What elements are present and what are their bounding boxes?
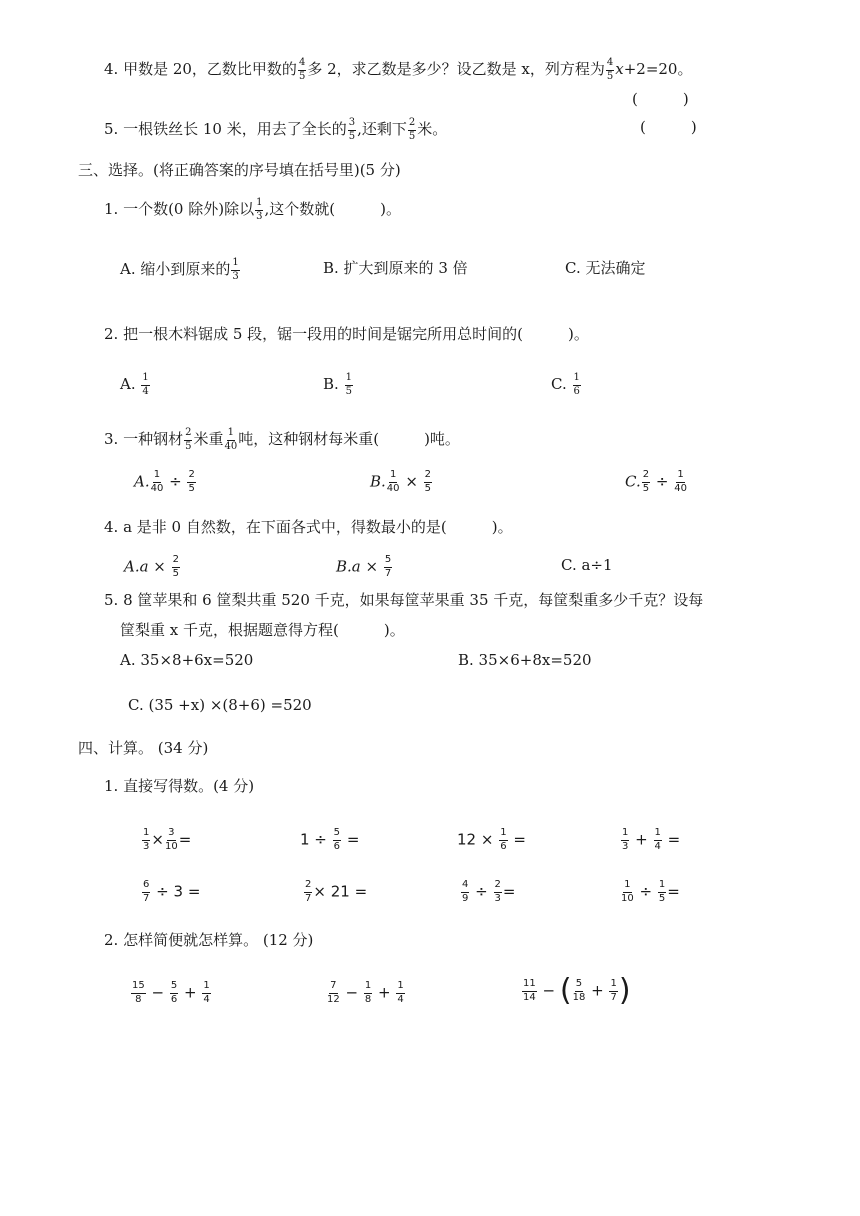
option-a[interactable]: A. $\frac{1}{4}$ — [120, 372, 149, 397]
calc-item[interactable]: $\frac{6}{7}$ ÷ 3 = — [143, 879, 201, 904]
calc-item[interactable]: $\frac{1}{10}$ ÷ $\frac{1}{5}$ = — [621, 879, 680, 904]
judge-question-4: 4. 甲数是 20，乙数比甲数的 $\frac{4}{5}$ 多 2，求乙数是多少？设乙数是 x，列方程为 $\frac{4}{5}$ x+2=20。 — [104, 57, 693, 82]
option-a[interactable]: A. $\frac{1}{40}$ ÷ $\frac{2}{5}$ — [134, 469, 195, 494]
fraction: $\frac{7}{12}$ — [327, 980, 340, 1005]
fraction: $\frac{1}{4}$ — [142, 372, 149, 397]
option-a[interactable]: A. 35×8+6x=520 — [120, 651, 254, 669]
fraction: $\frac{1}{6}$ — [573, 372, 580, 397]
option-b[interactable]: B. $\frac{1}{5}$ — [323, 372, 352, 397]
fraction: $\frac{4}{5}$ — [606, 57, 614, 82]
fraction: $\frac{1}{4}$ — [203, 980, 210, 1005]
fraction: $\frac{1}{4}$ — [397, 980, 404, 1005]
fraction: $\frac{1}{10}$ — [621, 879, 634, 904]
fraction: $\frac{5}{7}$ — [384, 554, 392, 579]
subsection-title: 2. 怎样简便就怎样算。 (12 分) — [104, 931, 314, 949]
answer-paren[interactable]: ( ) — [640, 118, 697, 136]
fraction: $\frac{5}{6}$ — [333, 827, 341, 852]
fraction: $\frac{1}{3}$ — [143, 827, 150, 852]
option-b[interactable]: B.a × $\frac{5}{7}$ — [336, 554, 392, 579]
fraction: $\frac{3}{5}$ — [348, 117, 356, 142]
fraction: $\frac{1}{40}$ — [386, 469, 400, 494]
choice-question-5-line2: 筐梨重 x 千克，根据题意得方程( )。 — [120, 621, 405, 639]
fraction: $\frac{11}{14}$ — [523, 978, 536, 1003]
section-title: 四、计算。 (34 分) — [78, 739, 209, 757]
fraction: $\frac{2}{5}$ — [172, 554, 180, 579]
fraction: $\frac{2}{5}$ — [408, 117, 416, 142]
choice-question-4: 4. a 是非 0 自然数，在下面各式中，得数最小的是( )。 — [104, 518, 513, 536]
fraction: $\frac{1}{3}$ — [256, 197, 263, 222]
answer-paren[interactable]: ( ) — [632, 90, 689, 108]
option-c[interactable]: C. 无法确定 — [565, 259, 646, 277]
fraction: $\frac{1}{3}$ — [232, 257, 239, 282]
option-b[interactable]: B. $\frac{1}{40}$ × $\frac{2}{5}$ — [370, 469, 432, 494]
fraction: $\frac{2}{5}$ — [642, 469, 650, 494]
calc-item[interactable]: $\frac{1}{3}$ × $\frac{3}{10}$ = — [143, 827, 192, 852]
subsection-title: 1. 直接写得数。(4 分) — [104, 777, 255, 795]
choice-question-2: 2. 把一根木料锯成 5 段，锯一段用的时间是锯完所用总时间的( )。 — [104, 325, 589, 343]
fraction: $\frac{2}{3}$ — [494, 879, 501, 904]
fraction: $\frac{1}{6}$ — [500, 827, 507, 852]
fraction: $\frac{3}{10}$ — [164, 827, 178, 852]
fraction: $\frac{4}{9}$ — [462, 879, 469, 904]
calc-item[interactable]: $\frac{2}{7}$ × 21 = — [305, 879, 368, 904]
option-a[interactable]: A. 缩小到原来的 $\frac{1}{3}$ — [120, 257, 239, 282]
fraction: $\frac{5}{18}$ — [572, 978, 586, 1003]
calc-item[interactable]: 1 ÷ $\frac{5}{6}$ = — [300, 827, 360, 852]
fraction: $\frac{2}{5}$ — [424, 469, 432, 494]
choice-question-1: 1. 一个数(0 除外)除以 $\frac{1}{3}$ ,这个数就( )。 — [104, 197, 401, 222]
fraction: $\frac{1}{5}$ — [658, 879, 666, 904]
simplify-expression[interactable]: $\frac{11}{14}$ − ( $\frac{5}{18}$ + $\frac{1}{7}$ ) — [523, 973, 631, 1008]
fraction: $\frac{1}{40}$ — [674, 469, 687, 494]
section-title: 三、选择。(将正确答案的序号填在括号里)(5 分) — [78, 161, 401, 179]
fraction: $\frac{4}{5}$ — [298, 57, 306, 82]
judge-question-5: 5. 一根铁丝长 10 米，用去了全长的 $\frac{3}{5}$ ,还剩下 $\frac{2}{5}$ 米。 — [104, 117, 448, 142]
option-c[interactable]: C. a÷1 — [561, 556, 613, 574]
option-b[interactable]: B. 扩大到原来的 3 倍 — [323, 259, 468, 277]
simplify-expression[interactable]: $\frac{15}{8}$ − $\frac{5}{6}$ + $\frac{1}{4}$ — [132, 980, 210, 1005]
choice-question-3: 3. 一种钢材 $\frac{2}{5}$ 米重 $\frac{1}{40}$ 吨，这种钢材每米重( )吨。 — [104, 427, 460, 452]
option-a[interactable]: A.a × $\frac{2}{5}$ — [124, 554, 180, 579]
fraction: $\frac{15}{8}$ — [132, 980, 145, 1005]
fraction: $\frac{2}{5}$ — [188, 469, 195, 494]
option-c[interactable]: C. $\frac{2}{5}$ ÷ $\frac{1}{40}$ — [625, 469, 687, 494]
fraction: $\frac{2}{7}$ — [305, 879, 312, 904]
option-c[interactable]: C. (35 +x) ×(8+6) =520 — [128, 696, 312, 714]
choice-question-5-line1: 5. 8 筐苹果和 6 筐梨共重 520 千克，如果每筐苹果重 35 千克，每筐梨重多少千克？设每 — [104, 591, 704, 609]
calc-item[interactable]: 12 × $\frac{1}{6}$ = — [457, 827, 526, 852]
fraction: $\frac{1}{40}$ — [150, 469, 164, 494]
fraction: $\frac{1}{4}$ — [654, 827, 661, 852]
fraction: $\frac{1}{7}$ — [610, 978, 617, 1003]
fraction: $\frac{6}{7}$ — [143, 879, 150, 904]
option-b[interactable]: B. 35×6+8x=520 — [458, 651, 592, 669]
fraction: $\frac{1}{8}$ — [364, 980, 372, 1005]
fraction: $\frac{1}{5}$ — [345, 372, 352, 397]
fraction: $\frac{1}{3}$ — [622, 827, 629, 852]
calc-item[interactable]: $\frac{1}{3}$ + $\frac{1}{4}$ = — [622, 827, 681, 852]
fraction: $\frac{1}{40}$ — [224, 427, 238, 452]
simplify-expression[interactable]: $\frac{7}{12}$ − $\frac{1}{8}$ + $\frac{1}{4}$ — [327, 980, 404, 1005]
option-c[interactable]: C. $\frac{1}{6}$ — [551, 372, 580, 397]
fraction: $\frac{2}{5}$ — [185, 427, 192, 452]
calc-item[interactable]: $\frac{4}{9}$ ÷ $\frac{2}{3}$ = — [462, 879, 516, 904]
fraction: $\frac{5}{6}$ — [170, 980, 178, 1005]
